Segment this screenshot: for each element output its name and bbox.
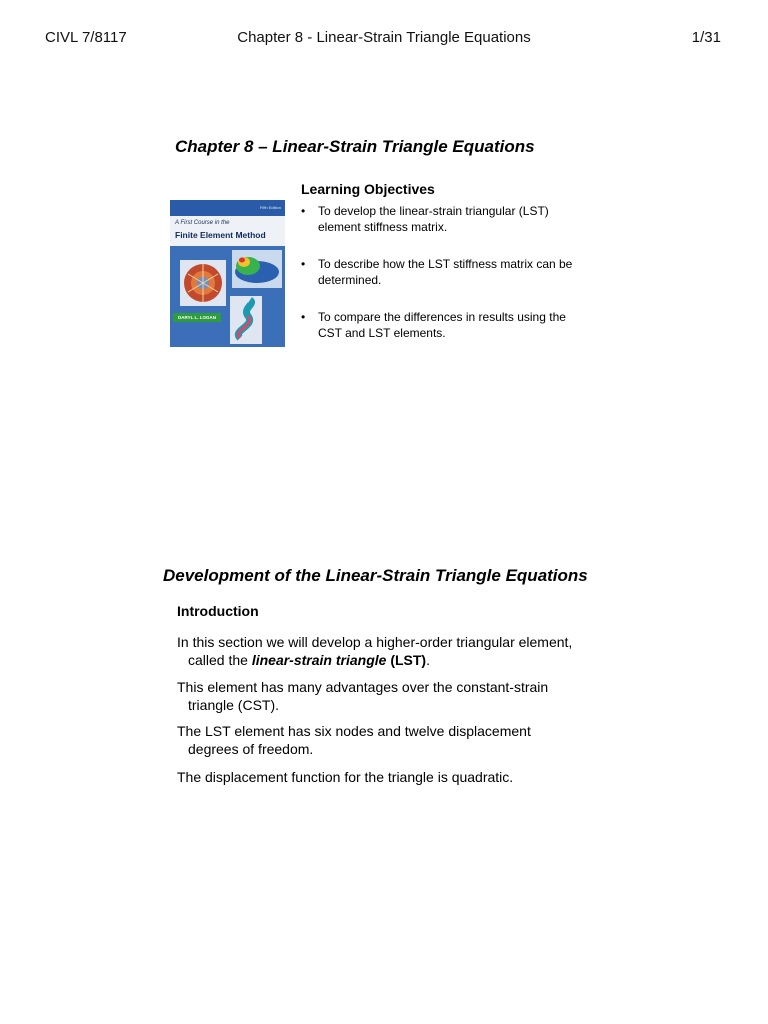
book-edition: Fifth Edition	[259, 205, 281, 210]
introduction-heading: Introduction	[177, 603, 259, 619]
bullet-icon: •	[301, 310, 306, 324]
learning-objectives-heading: Learning Objectives	[301, 181, 435, 197]
list-item: • To describe how the LST stiffness matrix can be determined.	[301, 257, 573, 287]
paragraph-lst-intro: In this section we will develop a higher-order triangular element, called the linear-strain triangle (LST).	[177, 634, 573, 668]
paragraph-displacement: The displacement function for the triangle is quadratic.	[177, 769, 514, 785]
paragraph-advantages: This element has many advantages over the constant-strain triangle (CST).	[177, 679, 549, 713]
slide-2-title: Development of the Linear-Strain Triangle Equations	[163, 566, 588, 585]
term-lst: (LST)	[390, 652, 427, 668]
page-number: 1/31	[691, 29, 721, 46]
paragraph-nodes: The LST element has six nodes and twelve displacement degrees of freedom.	[177, 723, 531, 757]
bullet-icon: •	[301, 257, 306, 271]
list-item: • To compare the differences in results using the CST and LST elements.	[301, 310, 566, 340]
slide-1-title: Chapter 8 – Linear-Strain Triangle Equations	[175, 137, 535, 156]
cover-fem-illustration	[170, 246, 285, 347]
book-author: DARYL L. LOGAN	[173, 313, 221, 322]
book-cover-image	[170, 200, 285, 347]
bullet-icon: •	[301, 204, 306, 218]
list-item: • To develop the linear-strain triangular (LST) element stiffness matrix.	[301, 204, 549, 234]
term-linear-strain-triangle: linear-strain triangle	[251, 652, 387, 668]
learning-objectives-list	[301, 203, 601, 362]
course-code: CIVL 7/8117	[45, 29, 127, 46]
book-subtitle: A First Course in the	[175, 220, 230, 226]
document-title: Chapter 8 - Linear-Strain Triangle Equations	[237, 29, 531, 46]
book-title: Finite Element Method	[175, 230, 266, 240]
